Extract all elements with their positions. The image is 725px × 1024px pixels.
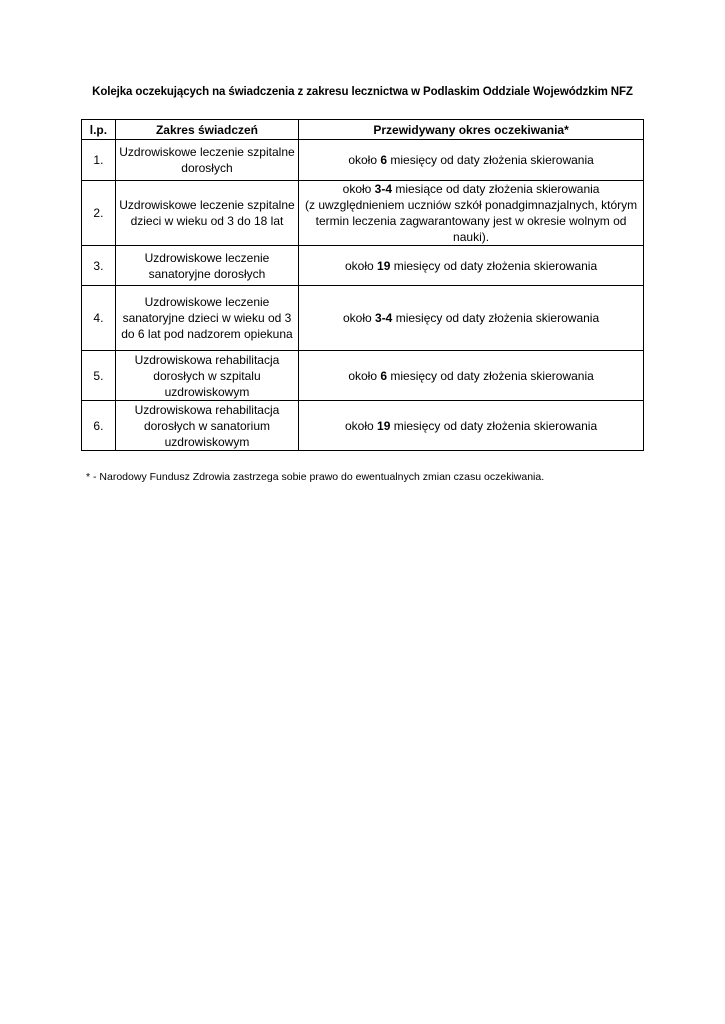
table-row: [82, 246, 644, 286]
cell-lp: 4.: [82, 286, 116, 351]
okres-suffix: miesięcy od daty złożenia skierowania: [387, 153, 594, 167]
okres-suffix: miesięcy od daty złożenia skierowania: [392, 311, 600, 325]
okres-suffix: miesiące od daty złożenia skierowania: [392, 182, 600, 196]
okres-note: (z uwzględnieniem uczniów szkół ponadgimnazjalnych, którym termin leczenia zagwarantowany jest w okresie wolnym od nauki).: [304, 198, 638, 244]
table-row: [82, 286, 644, 351]
waiting-queue-table: [81, 119, 644, 451]
cell-zakres: Uzdrowiskowe leczenie szpitalne dorosłych: [115, 140, 298, 181]
cell-lp: 6.: [82, 401, 116, 451]
okres-suffix: miesięcy od daty złożenia skierowania: [390, 418, 598, 433]
okres-prefix: około: [348, 153, 381, 167]
cell-okres: [299, 140, 644, 181]
cell-okres: [299, 401, 644, 451]
okres-prefix: około: [342, 311, 376, 325]
table-row: [82, 351, 644, 401]
okres-value: 6: [380, 368, 388, 383]
okres-value: 6: [380, 153, 388, 167]
okres-prefix: około: [342, 182, 375, 196]
cell-zakres: Uzdrowiskowe leczenie sanatoryjne dzieci w wieku od 3 do 6 lat pod nadzorem opiekuna: [115, 286, 298, 351]
document-title: Kolejka oczekujących na świadczenia z zakresu lecznictwa w Podlaskim Oddziale Wojewódzkim NFZ: [92, 86, 633, 98]
cell-zakres: Uzdrowiskowe leczenie sanatoryjne dorosłych: [115, 246, 298, 286]
okres-value: 19: [377, 418, 391, 433]
header-okres: Przewidywany okres oczekiwania*: [299, 120, 644, 140]
okres-value: 3-4: [374, 182, 393, 196]
okres-prefix: około: [344, 258, 378, 273]
header-zakres: Zakres świadczeń: [115, 120, 298, 140]
okres-suffix: miesięcy od daty złożenia skierowania: [387, 368, 594, 383]
cell-lp: 5.: [82, 351, 116, 401]
cell-zakres: Uzdrowiskowa rehabilitacja dorosłych w sanatorium uzdrowiskowym: [115, 401, 298, 451]
okres-value: 3-4: [375, 311, 393, 325]
table-header-row: [82, 120, 644, 140]
cell-lp: 2.: [82, 181, 116, 246]
cell-okres: [299, 246, 644, 286]
okres-value: 19: [377, 258, 391, 273]
cell-zakres: Uzdrowiskowe leczenie szpitalne dzieci w wieku od 3 do 18 lat: [115, 181, 298, 246]
okres-prefix: około: [344, 418, 378, 433]
okres-suffix: miesięcy od daty złożenia skierowania: [390, 258, 598, 273]
cell-lp: 3.: [82, 246, 116, 286]
footnote: * - Narodowy Fundusz Zdrowia zastrzega sobie prawo do ewentualnych zmian czasu oczekiwania.: [86, 471, 545, 483]
table-row: [82, 181, 644, 246]
okres-prefix: około: [348, 368, 381, 383]
cell-okres: [299, 351, 644, 401]
cell-okres: [299, 181, 644, 246]
cell-lp: 1.: [82, 140, 116, 181]
cell-zakres: Uzdrowiskowa rehabilitacja dorosłych w szpitalu uzdrowiskowym: [115, 351, 298, 401]
header-lp: l.p.: [82, 120, 116, 140]
table-row: [82, 140, 644, 181]
cell-okres: [299, 286, 644, 351]
table-row: [82, 401, 644, 451]
